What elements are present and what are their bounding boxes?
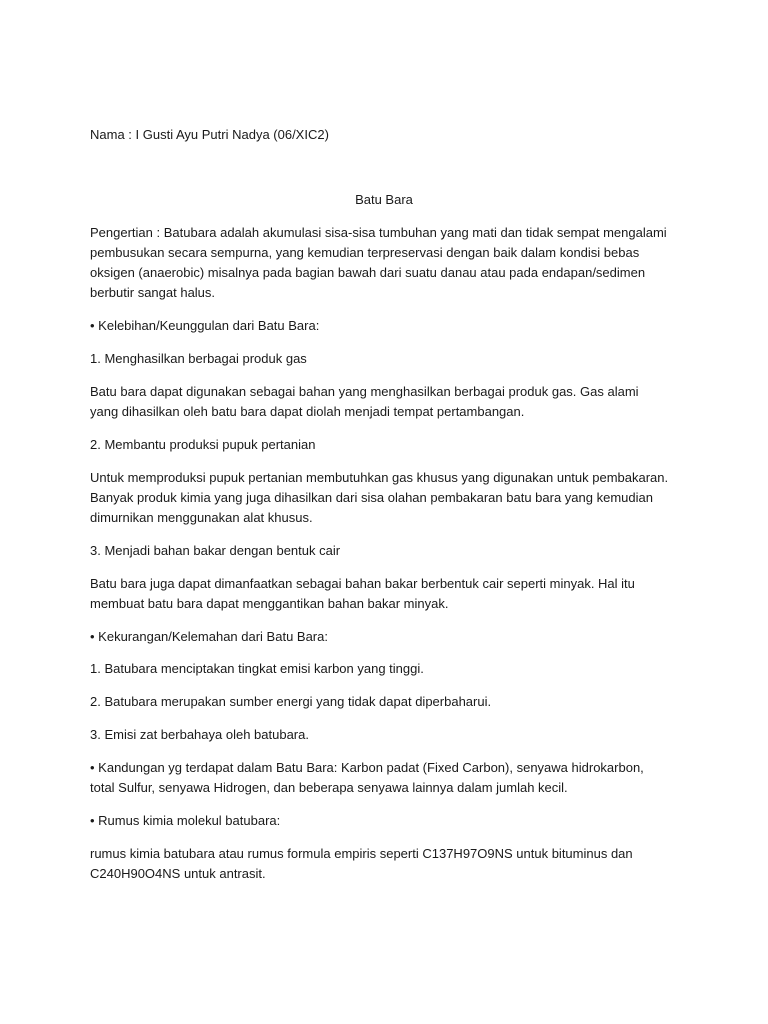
advantages-heading: • Kelebihan/Keunggulan dari Batu Bara: [90,318,320,333]
disadvantage-3: 3. Emisi zat berbahaya oleh batubara. [90,727,309,742]
disadvantage-1: 1. Batubara menciptakan tingkat emisi karbon yang tinggi. [90,661,424,676]
disadvantages-heading: • Kekurangan/Kelemahan dari Batu Bara: [90,629,328,644]
advantage-2-title: 2. Membantu produksi pupuk pertanian [90,437,316,452]
document-title: Batu Bara [355,192,413,207]
advantage-3-body: Batu bara juga dapat dimanfaatkan sebagai bahan bakar berbentuk cair seperti minyak. Hal itu membuat batu bara dapat menggantikan bahan bakar minyak. [90,576,635,611]
advantage-2-body: Untuk memproduksi pupuk pertanian membutuhkan gas khusus yang digunakan untuk pembakaran. Banyak produk kimia yang juga dihasilkan dari sisa olahan pembakaran batu bara yang kemudian dimurnikan menggunakan alat khusus. [90,470,669,525]
formula-paragraph: rumus kimia batubara atau rumus formula empiris seperti C137H97O9NS untuk bituminus dan C240H90O4NS untuk antrasit. [90,846,633,881]
formula-heading: • Rumus kimia molekul batubara: [90,813,281,828]
author-name-line: Nama : I Gusti Ayu Putri Nadya (06/XIC2) [90,127,329,142]
content-paragraph: • Kandungan yg terdapat dalam Batu Bara: Karbon padat (Fixed Carbon), senyawa hidrokarbon, total Sulfur, senyawa Hidrogen, dan beberapa senyawa lainnya dalam jumlah kecil. [90,760,644,795]
advantage-1-body: Batu bara dapat digunakan sebagai bahan yang menghasilkan berbagai produk gas. Gas alami yang dihasilkan oleh batu bara dapat diolah menjadi tempat pertambangan. [90,384,639,419]
advantage-3-title: 3. Menjadi bahan bakar dengan bentuk cair [90,543,341,558]
definition-paragraph: Pengertian : Batubara adalah akumulasi sisa-sisa tumbuhan yang mati dan tidak sempat mengalami pembusukan secara sempurna, yang kemudian terpreservasi dengan baik dalam kondisi bebas oksigen (anaerobic) misalnya pada bagian bawah dari suatu danau atau pada endapan/sedimen berbutir sangat halus. [90,225,667,300]
advantage-1-title: 1. Menghasilkan berbagai produk gas [90,351,307,366]
disadvantage-2: 2. Batubara merupakan sumber energi yang tidak dapat diperbaharui. [90,694,492,709]
